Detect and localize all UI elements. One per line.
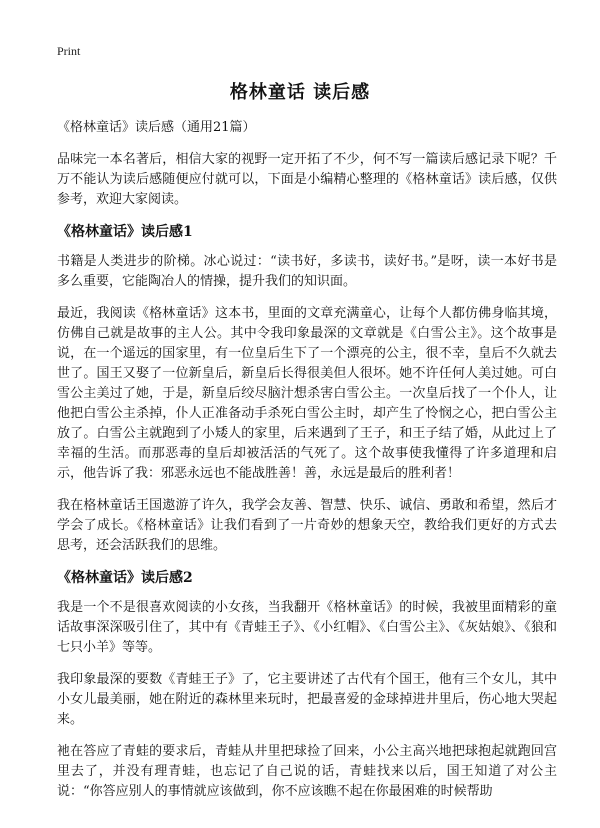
section-paragraph: 最近，我阅读《格林童话》这本书，里面的文章充满童心，让每个人都仿佛身临其境，仿佛自己就是故事的主人公。其中令我印象最深的文章就是《白雪公主》。这个故事是说，在一个遥远的国家里，有一位皇后生下了一个漂亮的公主，很不幸，皇后不久就去世了。国王又娶了一位新皇后，新皇后长得很美但人很坏。她不许任何人美过她。可白雪公主美过了她，于是，新皇后绞尽脑汁想杀害白雪公主。一次皇后找了一个仆人，让他把白雪公主杀掉，仆人正准备动手杀死白雪公主时，却产生了怜悯之心，把白雪公主放了。白雪公主就跑到了小矮人的家里，后来遇到了王子，和王子结了婚，从此过上了幸福的生活。而那恶毒的皇后却被活活的气死了。这个故事使我懂得了许多道理和启示，他告诉了我：邪恶永远也不能战胜善！善，永远是最后的胜利者！ (57, 306, 557, 481)
section-paragraph: 书籍是人类进步的阶梯。冰心说过：“读书好，多读书，读好书。”是呀，读一本好书是多么重要，它能陶冶人的情操，提升我们的知识面。 (57, 254, 557, 289)
section-2 (57, 568, 557, 802)
section-paragraph: 我印象最深的要数《青蛙王子》了，它主要讲述了古代有个国王，他有三个女儿，其中小女儿最美丽，她在附近的森林里来玩时，把最喜爱的金球掉进井里后，伤心地大哭起来。 (57, 672, 557, 727)
article-subtitle: 《格林童话》读后感（通用21篇） (57, 120, 256, 135)
section-1 (57, 222, 557, 556)
section-paragraph: 我在格林童话王国遨游了许久，我学会友善、智慧、快乐、诚信、勇敢和希望，然后才学会了成长。《格林童话》让我们看到了一片奇妙的想象天空，教给我们更好的方式去思考，还会活跃我们的思维。 (57, 498, 557, 553)
page-title: 格林童话 读后感 (229, 82, 371, 103)
section-paragraph: 衪在答应了青蛙的要求后，青蛙从井里把球捡了回来，小公主高兴地把球抱起就跑回宫里去了，并没有理青蛙，也忘记了自己说的话，青蛙找来以后，国王知道了对公主说：“你答应别人的事情就应该做到，你不应该瞧不起在你最困难的时候帮助 (57, 744, 557, 799)
section-paragraph: 我是一个不是很喜欢阅读的小女孩，当我翻开《格林童话》的时候，我被里面精彩的童话故事深深吸引住了，其中有《青蛙王子》、《小红帽》、《白雪公主》、《灰姑娘》、《狼和七只小羊》等等。 (57, 600, 557, 655)
article-body (57, 118, 557, 814)
section-heading: 《格林童话》读后感2 (57, 570, 193, 586)
print-link[interactable]: Print (57, 44, 81, 58)
intro-paragraph: 品味完一本名著后，相信大家的视野一定开拓了不少，何不写一篇读后感记录下呢？千万不能认为读后感随便应付就可以，下面是小编精心整理的《格林童话》读后感，仅供参考，欢迎大家阅读。 (57, 152, 557, 207)
section-heading: 《格林童话》读后感1 (57, 224, 193, 240)
